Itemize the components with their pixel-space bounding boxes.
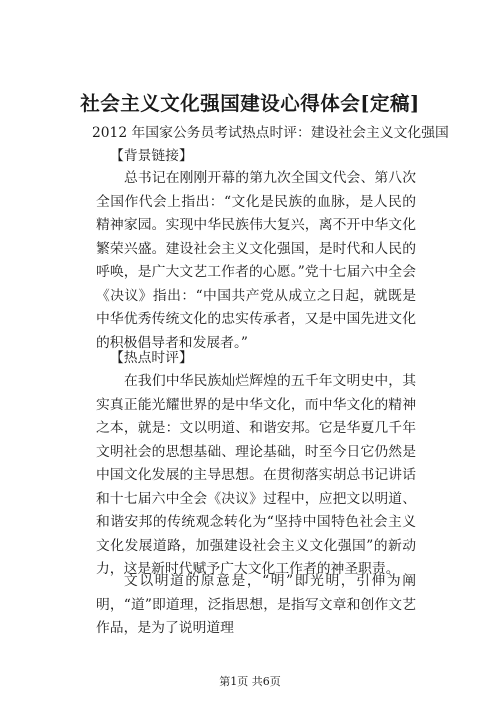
- page-footer: 第1页 共6页: [219, 675, 281, 688]
- section-heading-commentary: 【热点时评】: [110, 350, 193, 366]
- paragraph-background: 总书记在刚刚开幕的第九次全国文代会、第八次全国作代会上指出：“文化是民族的血脉，是人民的精神家园。实现中华民族伟大复兴，离不开中华文化繁荣兴盛。建设社会主义文化强国，是时代和人民的呼唤，是广大文艺工作者的心愿。”党十七届六中全会《决议》指出：“中国共产党从成立之日起，就既是中华优秀传统文化的忠实传承者，又是中国先进文化的积极倡导者和发展者。”: [96, 170, 416, 351]
- paragraph-commentary-1: 在我们中华民族灿烂辉煌的五千年文明史中，其实真正能光耀世界的是中华文化，而中华文化的精神之本，就是：文以明道、和谐安邦。它是华夏几千年文明社会的思想基础、理论基础，时至今日它仍然是中国文化发展的主导思想。在贯彻落实胡总书记讲话和十七届六中全会《决议》过程中，应把文以明道、和谐安邦的传统观念转化为“坚持中国特色社会主义文化发展道路，加强建设社会主义文化强国”的新动力，这是新时代赋予广大文化工作者的神圣职责。: [96, 373, 416, 577]
- document-title: 社会主义文化强国建设心得体会[定稿]: [80, 92, 420, 115]
- section-heading-background: 【背景链接】: [110, 148, 193, 164]
- document-subtitle: 2012 年国家公务员考试热点时评：建设社会主义文化强国: [92, 125, 449, 141]
- paragraph-commentary-2: 文以明道的原意是，“明”即光明，引伸为阐明，“道”即道理，泛指思想，是指写文章和创作文艺作品，是为了说明道理: [96, 573, 416, 636]
